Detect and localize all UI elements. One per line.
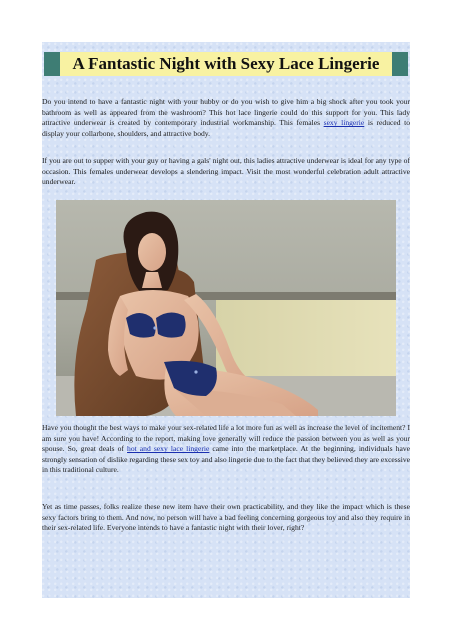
paragraph-2: If you are out to supper with your guy or having a gals' night out, this ladies attractive underwear is ideal for any type of occasion. This females underwear develops a slendering impact. Visit the most wonderful celebration adult attractive underwear. xyxy=(42,156,410,187)
paragraph-1-text-b: is reduced to display your collarbone, shoulders, and attractive body. xyxy=(42,118,410,138)
page-title: A Fantastic Night with Sexy Lace Lingerie xyxy=(72,54,380,73)
title-left-decoration xyxy=(44,52,60,76)
paragraph-3 xyxy=(42,423,410,476)
sexy-lingerie-link[interactable]: sexy lingerie xyxy=(323,118,365,128)
title-right-decoration xyxy=(392,52,408,76)
hot-sexy-lace-lingerie-link[interactable]: hot and sexy lace lingerie xyxy=(127,444,210,454)
document-page xyxy=(42,42,410,598)
paragraph-3-text-b: came into the marketplace. At the beginning, individuals have strongly sensation of dislike regarding these sex toy and also lingerie due to the fact that they believed they are excessive in this traditional culture. xyxy=(42,444,410,475)
title-bar xyxy=(44,52,408,76)
paragraph-1-text-a: Do you intend to have a fantastic night with your hubby or do you wish to give him a big shock after you took your bathroom as well as appeared from the washroom? This hot lace lingerie could do this support for you. This lady attractive underwear is created by contemporary industrial workmanship. This females xyxy=(42,97,410,128)
lingerie-model-photo xyxy=(56,200,396,416)
paragraph-3-text-a: Have you thought the best ways to make your sex-related life a lot more fun as well as increase the level of incitement? I am sure you have! According to the report, making love generally will reduce the passion between you as well as your spouse. So, great deals of xyxy=(42,423,410,454)
paragraph-1 xyxy=(42,97,410,139)
title-box xyxy=(60,52,392,76)
paragraph-4: Yet as time passes, folks realize these new item have their own practicability, and they like the impact which is these sexy factors bring to them. And now, no person will have a bad feeling concerning gorgeous toy and also they require in their sex-related life. Everyone intends to have a fantastic night with their lover, right? xyxy=(42,502,410,533)
